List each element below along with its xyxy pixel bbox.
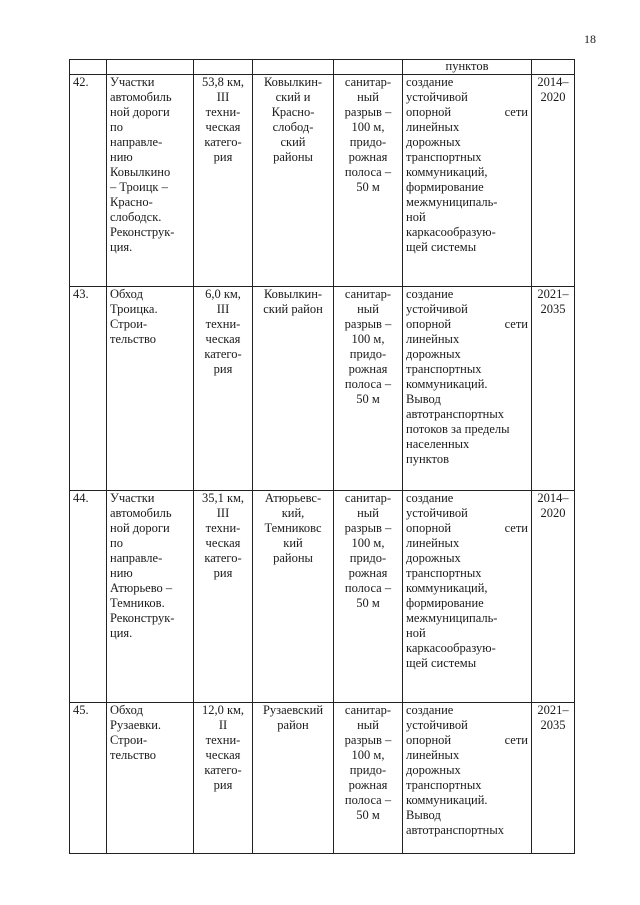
text-line: техни- [205,733,241,747]
text-line: Обход [110,287,143,301]
cell-params [194,703,253,854]
cell-effect: пунктов [403,60,532,75]
cell-params [194,287,253,491]
cell-period [532,75,575,287]
cell-params [194,75,253,287]
text-line: Ковылкин- [263,75,323,89]
text-line: ция. [110,240,133,254]
text-line: разрыв – [344,733,392,747]
text-line: Строи- [110,733,148,747]
cell-zone [334,287,403,491]
cell-district [253,75,334,287]
text-line: 35,1 км, [201,491,245,505]
cell-params [194,491,253,703]
text-line: 2035 [540,718,566,732]
text-line: потоков за пределы [406,422,510,436]
text-line: коммуникаций, [406,165,488,179]
text-line: полоса – [344,377,392,391]
text-line: рия [213,778,233,792]
text-line: рожная [348,150,388,164]
text-line: рия [213,362,233,376]
text-line: создание [406,287,454,301]
text-line: коммуникаций. [406,793,488,807]
text-line: 50 м [356,392,380,406]
text-line: Атюрьевс- [264,491,322,505]
text-line: автотранспортных [406,823,504,837]
text-line: направле- [110,551,163,565]
text-line: Участки [110,75,155,89]
text-line: тельство [110,332,157,346]
cell-effect [403,703,532,854]
text-line: 2014– [537,491,569,505]
text-line: 2020 [540,506,566,520]
text-line: ский [280,135,306,149]
cell-num: 42. [70,75,107,287]
text-line: межмуниципаль- [406,195,498,209]
text-line: тельство [110,748,157,762]
text-line: ция. [110,626,133,640]
text-line: направле- [110,135,163,149]
text-line: ной дороги [110,521,170,535]
text-line: Красно- [110,195,153,209]
word: сети [504,521,528,535]
text-line: придо- [349,135,387,149]
cell-zone [334,703,403,854]
text-line: дорожных [406,763,461,777]
text-line: районы [273,150,313,164]
text-line: Темников. [110,596,165,610]
text-line: ский район [263,302,323,316]
text-line: 50 м [356,808,380,822]
word: опорной [406,733,452,747]
text-line: пунктов [406,452,449,466]
text-line: рожная [348,362,388,376]
text-line: автотранспортных [406,407,504,421]
cell-zone [334,75,403,287]
text-line: ной [406,626,426,640]
text-line: II [218,718,228,732]
text-line: 100 м, [351,120,385,134]
text-line: слободск. [110,210,162,224]
text-line: ный [357,718,379,732]
text-line: формирование [406,596,484,610]
text-line: санитар- [344,491,392,505]
text-line: техни- [205,521,241,535]
text-line: – Троицк – [110,180,168,194]
text-line: Атюрьево – [110,581,173,595]
text-line: 6,0 км, [205,287,241,301]
text-line: устойчивой [406,718,468,732]
text-line: по [110,536,123,550]
text-line: полоса – [344,581,392,595]
text-line: район [277,718,309,732]
word: опорной [406,317,452,331]
text-line: нию [110,150,133,164]
text-line: транспортных [406,566,482,580]
text-line: транспортных [406,362,482,376]
text-line: Реконструк- [110,225,175,239]
text-line: ский и [275,90,311,104]
text-line [406,733,528,748]
text-line: катего- [204,551,242,565]
text-line: Вывод [406,392,441,406]
text-line: автомобиль [110,506,172,520]
text-line: катего- [204,135,242,149]
text-line: рия [213,566,233,580]
text-line: 100 м, [351,748,385,762]
text-line: линейных [406,748,460,762]
text-line: слобод- [272,120,314,134]
word: опорной [406,521,452,535]
text-line: кий [283,536,303,550]
cell-district [253,287,334,491]
text-line: полоса – [344,165,392,179]
table-row [70,491,575,703]
page-number: 18 [584,32,596,46]
text-line: формирование [406,180,484,194]
text-line: районы [273,551,313,565]
text-line: 12,0 км, [201,703,245,717]
text-line: дорожных [406,135,461,149]
text-line: Красно- [271,105,315,119]
text-line: санитар- [344,703,392,717]
text-line: III [216,90,230,104]
text-line: линейных [406,120,460,134]
text-line: устойчивой [406,506,468,520]
cell-object [107,75,194,287]
text-line: кий, [281,506,305,520]
text-line: ный [357,90,379,104]
text-line: 2021– [537,703,569,717]
cell-object [107,491,194,703]
text-line: Участки [110,491,155,505]
text-line: создание [406,491,454,505]
text-line: придо- [349,763,387,777]
cell-zone [334,491,403,703]
text-line: населенных [406,437,470,451]
text-line: 2035 [540,302,566,316]
text-line: ный [357,506,379,520]
cell-num: 43. [70,287,107,491]
text-line: коммуникаций, [406,581,488,595]
text-line: катего- [204,347,242,361]
text-line: придо- [349,551,387,565]
text-line: Ковылкино [110,165,171,179]
cell-object [107,287,194,491]
cell-effect [403,491,532,703]
text-line: III [216,302,230,316]
text-line: 50 м [356,180,380,194]
text-line: 50 м [356,596,380,610]
cell-district [253,60,334,75]
table-row [70,703,575,854]
text-line: Реконструк- [110,611,175,625]
text-line: полоса – [344,793,392,807]
text-line: разрыв – [344,521,392,535]
word: сети [504,733,528,747]
text-line: Строи- [110,317,148,331]
text-line: 2021– [537,287,569,301]
text-line: ческая [205,332,241,346]
text-line: техни- [205,317,241,331]
text-line [406,105,528,120]
text-line: Ковылкин- [263,287,323,301]
text-line: дорожных [406,347,461,361]
road-projects-table [69,59,575,854]
text-line: 100 м, [351,332,385,346]
text-line: создание [406,703,454,717]
cell-district [253,491,334,703]
text-line: щей системы [406,240,477,254]
text-line: по [110,120,123,134]
cell-object [107,703,194,854]
text-line: рожная [348,566,388,580]
text-line: Обход [110,703,143,717]
text-line: III [216,506,230,520]
text-line: Вывод [406,808,441,822]
text-line: разрыв – [344,105,392,119]
cell-num [70,60,107,75]
cell-period [532,287,575,491]
cell-period [532,491,575,703]
word: сети [504,317,528,331]
word: сети [504,105,528,119]
text-line: ной дороги [110,105,170,119]
text-line: каркасообразую- [406,641,496,655]
text-line: ческая [205,748,241,762]
text-line: техни- [205,105,241,119]
text-line: 2020 [540,90,566,104]
cell-num: 45. [70,703,107,854]
text-line: межмуниципаль- [406,611,498,625]
text-line: ческая [205,536,241,550]
text-line: придо- [349,347,387,361]
text-line: щей системы [406,656,477,670]
text-line: каркасообразую- [406,225,496,239]
cell-object [107,60,194,75]
text-line: 53,8 км, [201,75,245,89]
text-line: дорожных [406,551,461,565]
text-line: рия [213,150,233,164]
text-line: рожная [348,778,388,792]
text-line: транспортных [406,778,482,792]
text-line: устойчивой [406,90,468,104]
text-line [406,317,528,332]
text-line: линейных [406,536,460,550]
table-row [70,75,575,287]
text-line: санитар- [344,75,392,89]
text-line: катего- [204,763,242,777]
text-line [406,521,528,536]
text-line: линейных [406,332,460,346]
text-line: 100 м, [351,536,385,550]
text-line: Темниковс [264,521,322,535]
text-line: автомобиль [110,90,172,104]
text-line: создание [406,75,454,89]
text-line: санитар- [344,287,392,301]
cell-period [532,703,575,854]
cell-effect [403,75,532,287]
text-line: устойчивой [406,302,468,316]
cell-district [253,703,334,854]
cell-params [194,60,253,75]
cell-effect [403,287,532,491]
text-line: ной [406,210,426,224]
text-line: Рузаевский [262,703,324,717]
table-row [70,287,575,491]
continuation-row [70,60,575,75]
text-line: Троицка. [110,302,158,316]
text-line: транспортных [406,150,482,164]
text-line: ческая [205,120,241,134]
cell-zone [334,60,403,75]
text-line: ный [357,302,379,316]
cell-period [532,60,575,75]
word: опорной [406,105,452,119]
text-line: Рузаевки. [110,718,162,732]
text-line: 2014– [537,75,569,89]
text-line: разрыв – [344,317,392,331]
text-line: коммуникаций. [406,377,488,391]
text-line: нию [110,566,133,580]
cell-num: 44. [70,491,107,703]
table-body [70,75,575,854]
